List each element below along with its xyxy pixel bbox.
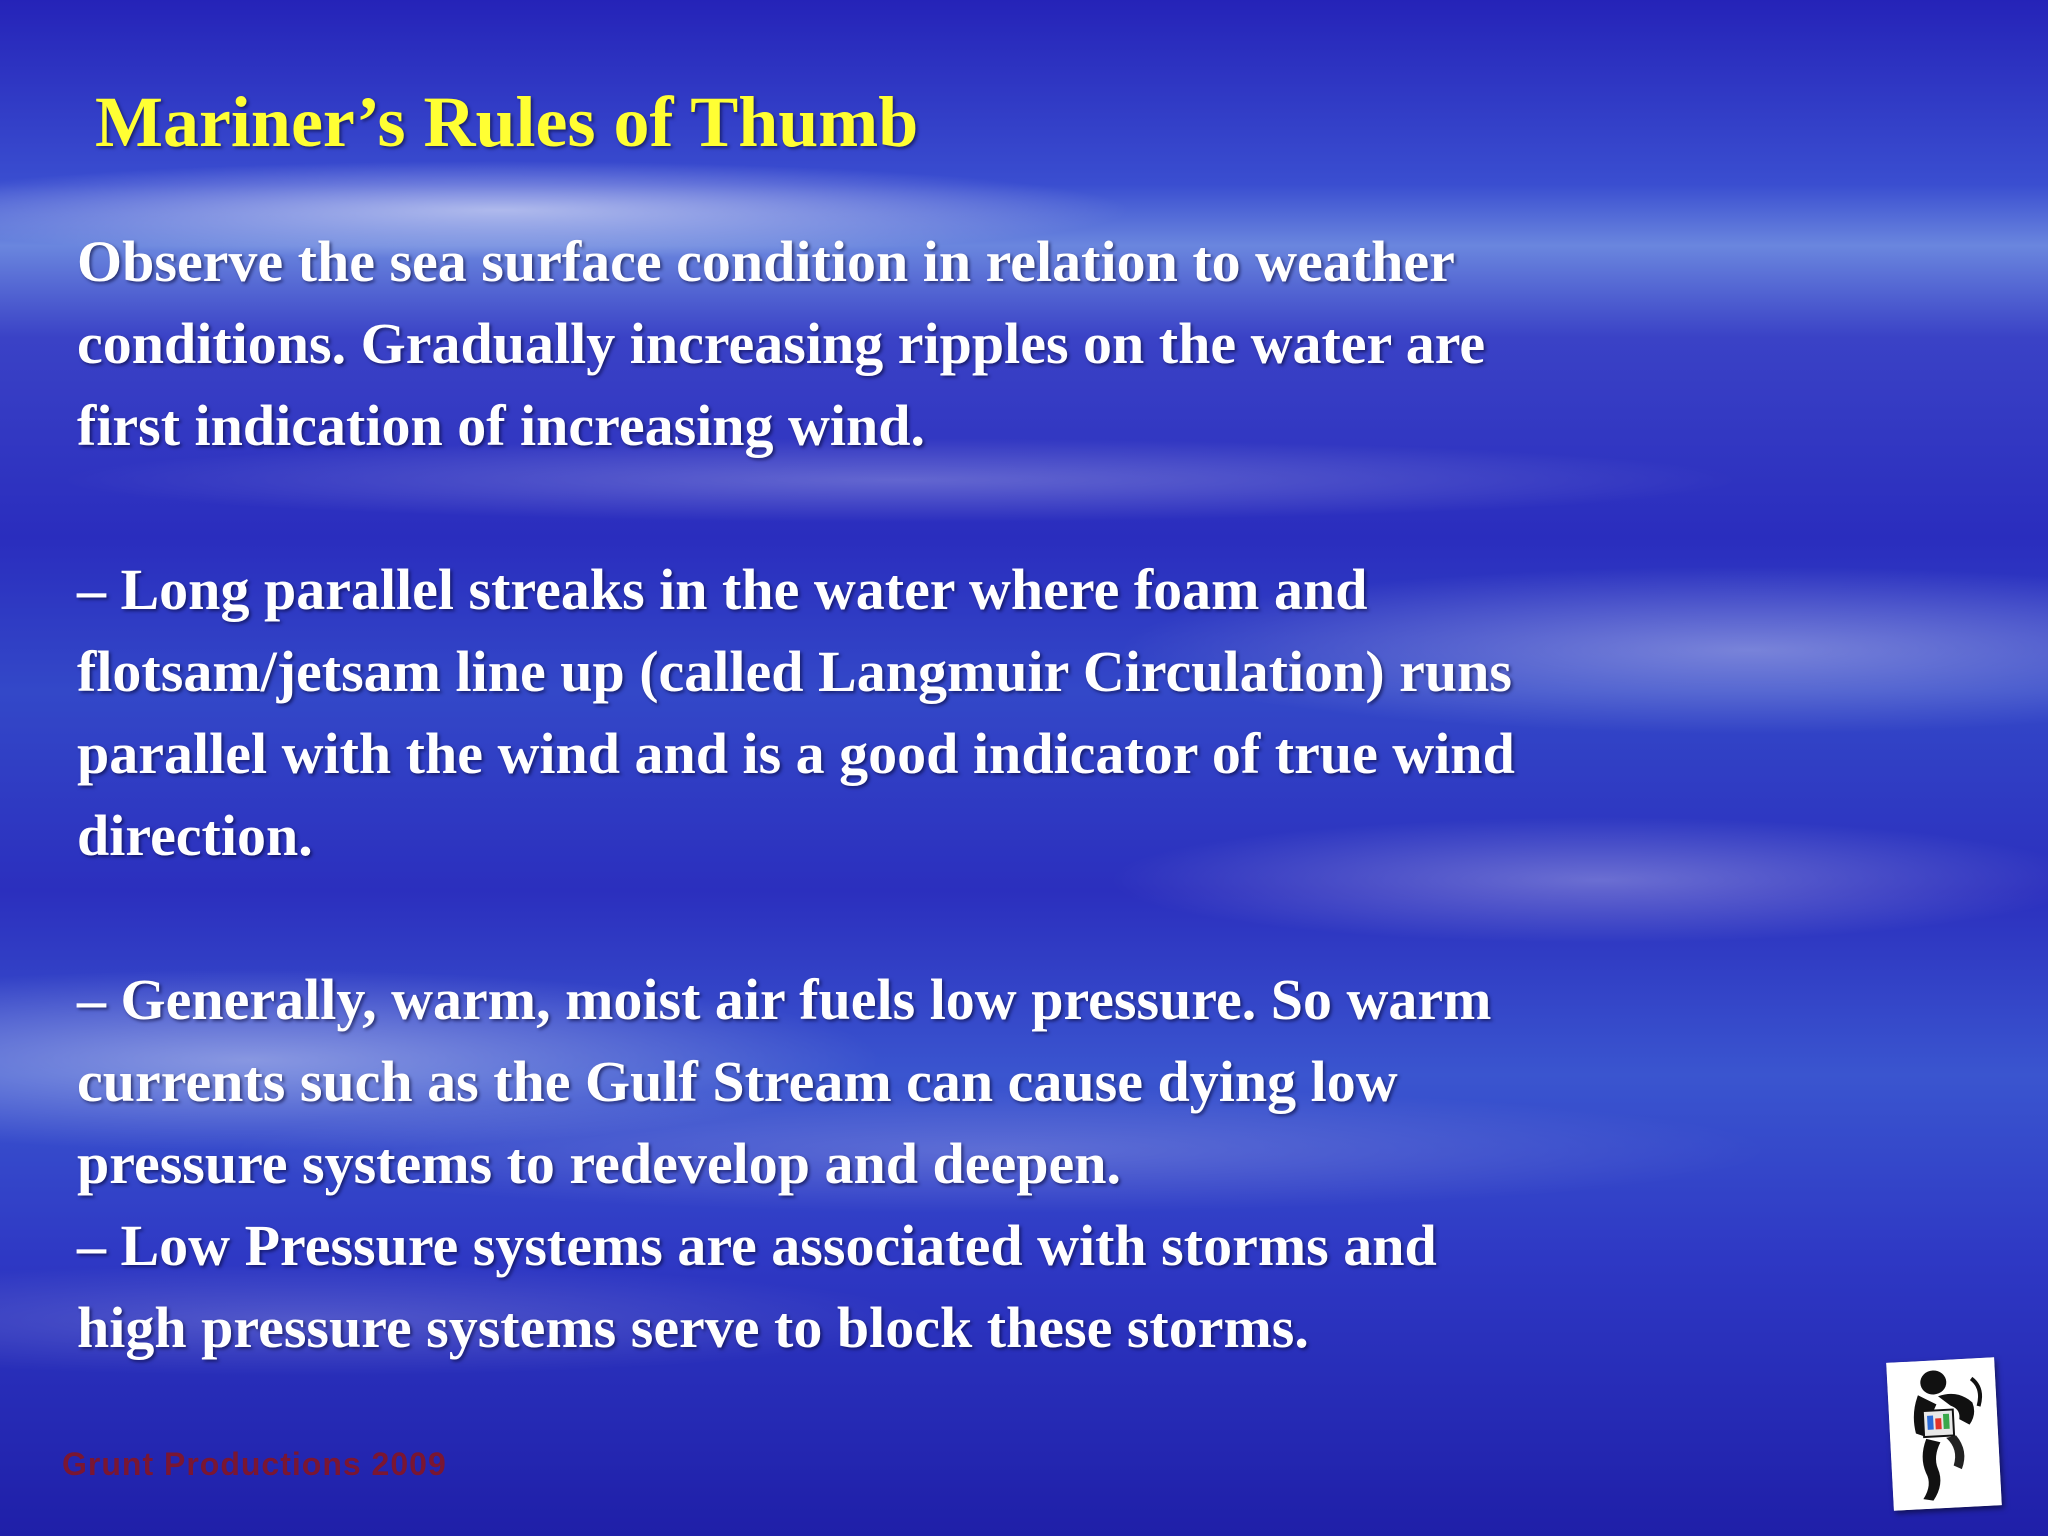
paragraph-low-pressure-systems: – Low Pressure systems are associated with storms and high pressure systems serve to block these storms. <box>77 1213 1437 1360</box>
paragraph-sea-surface: Observe the sea surface condition in relation to weather conditions. Gradually increasing ripples on the water are first indication of increasing wind. <box>77 229 1486 458</box>
paragraph-langmuir-circulation: – Long parallel streaks in the water where foam and flotsam/jetsam line up (called Langmuir Circulation) runs parallel with the wind and is a good indicator of true wind direction. <box>77 557 1515 868</box>
paragraph-warm-moist-air: – Generally, warm, moist air fuels low pressure. So warm currents such as the Gulf Stream can cause dying low pressure systems to redevelop and deepen. <box>77 967 1492 1196</box>
footer-credit: Grunt Productions 2009 <box>62 1446 447 1482</box>
slide-body <box>77 221 1907 1369</box>
paragraph-spacer <box>77 467 1907 549</box>
grunt-productions-logo-icon <box>1886 1357 2002 1510</box>
slide-title: Mariner’s Rules of Thumb <box>95 82 919 162</box>
paragraph-spacer <box>77 877 1907 959</box>
